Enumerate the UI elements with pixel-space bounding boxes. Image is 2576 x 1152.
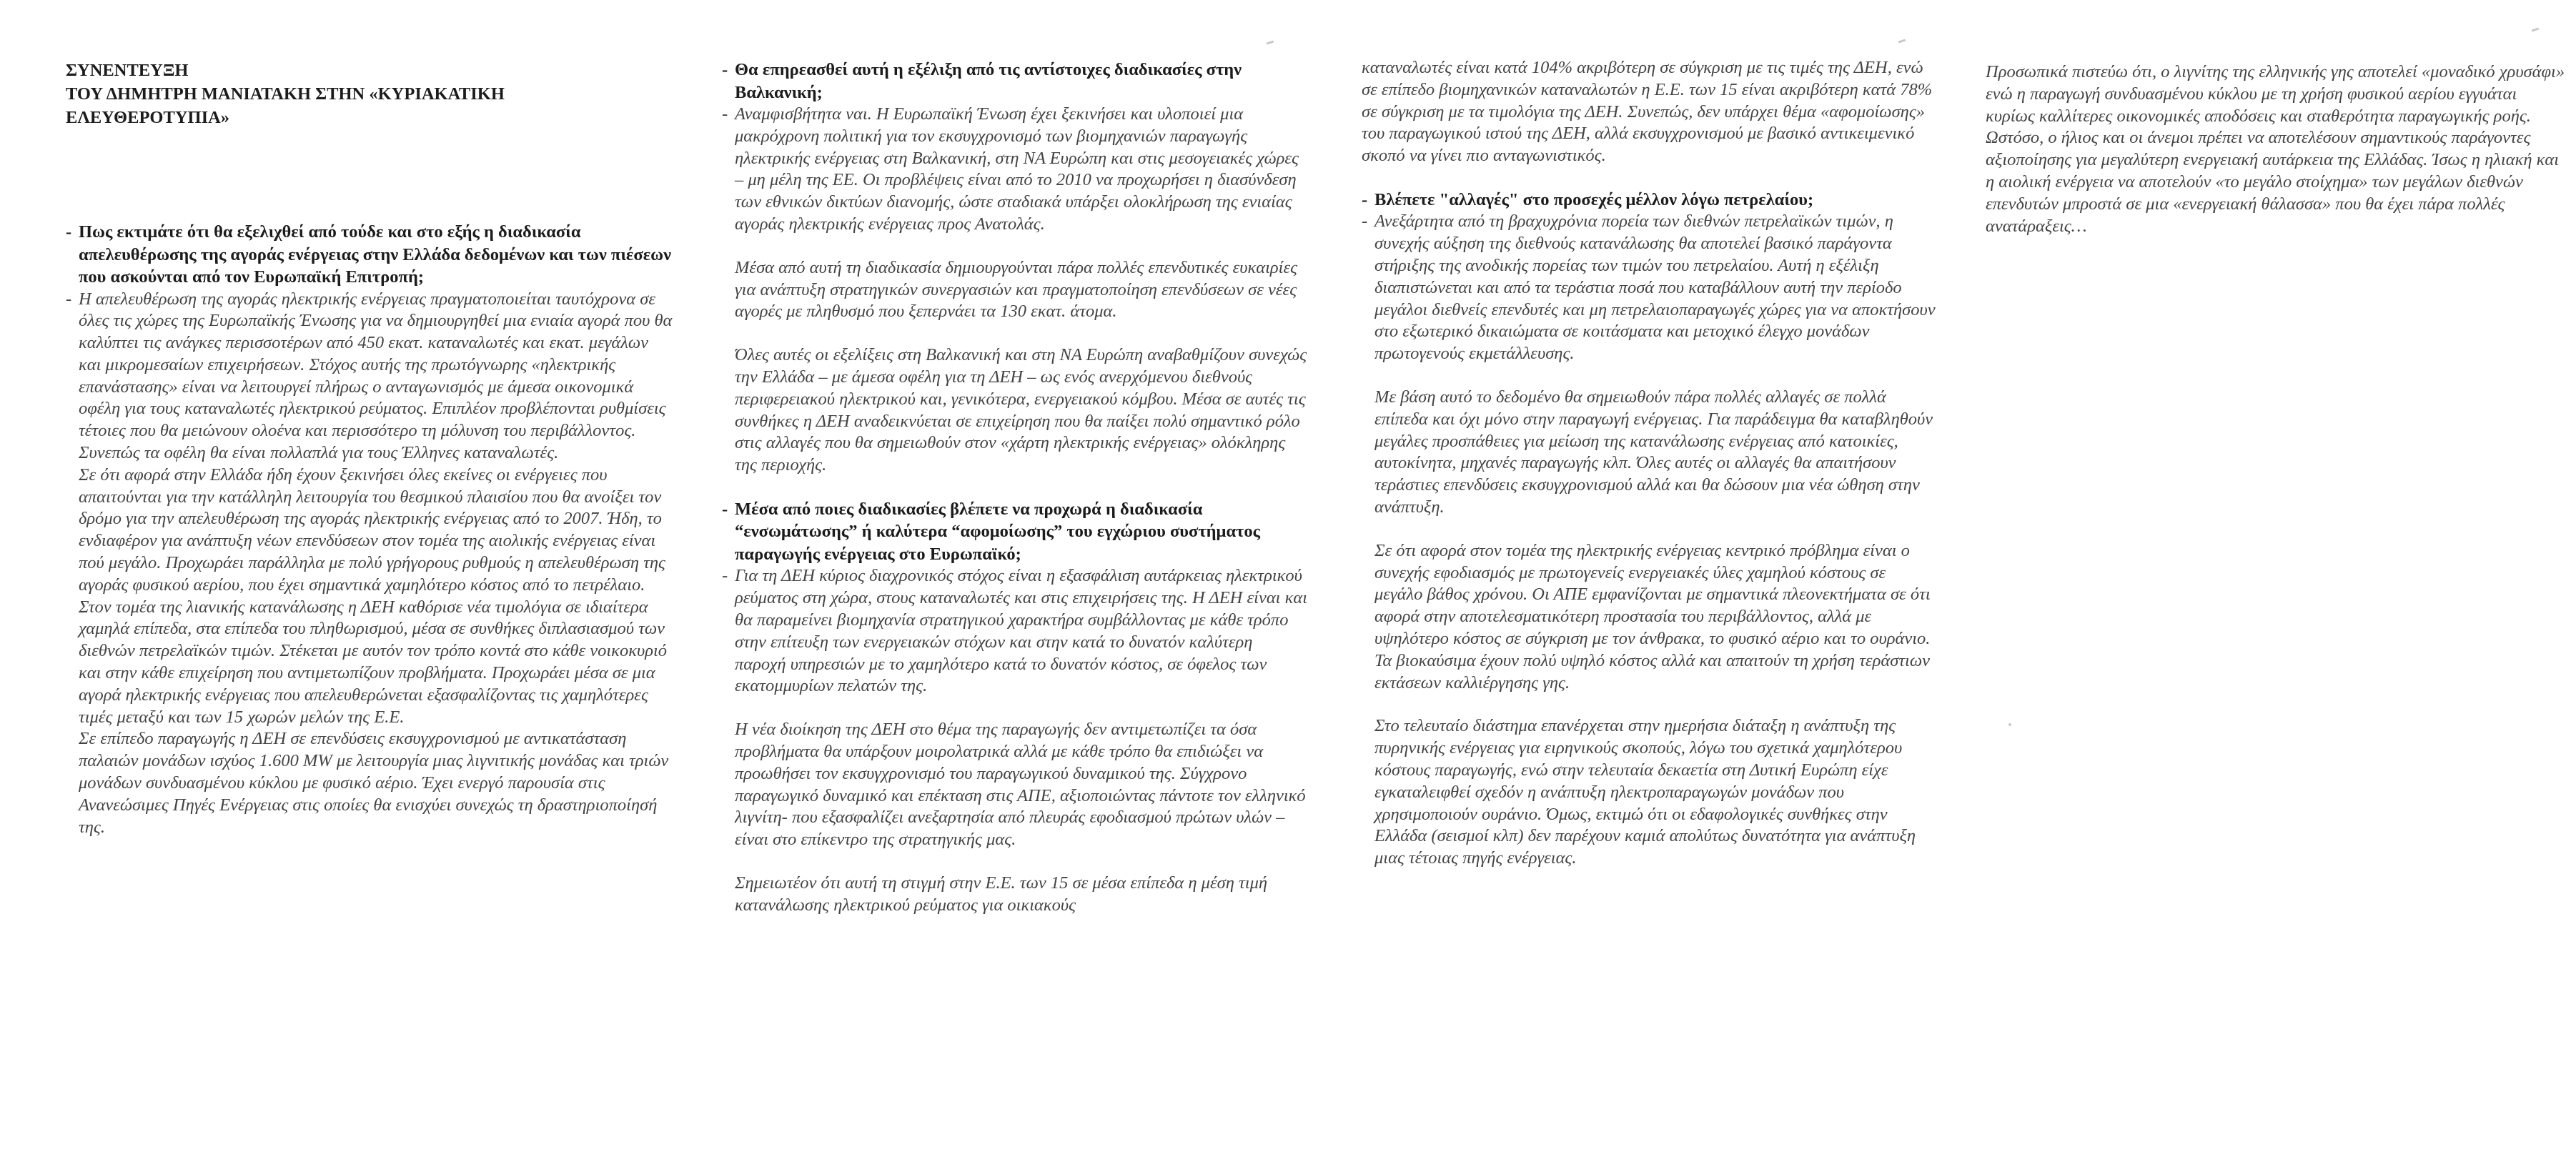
column-4 [1986, 61, 2566, 237]
scan-speck [1267, 41, 1274, 45]
answer-4-paragraph-2: Με βάση αυτό το δεδομένο θα σημειωθούν πάρα πολλές αλλαγές σε πολλά επίπεδα και όχι μόνο στην παραγωγή ενέργειας. Για παράδειγμα θα καταβληθούν μεγάλες προσπάθειες για μείωση της κατανάλωσης ενέργειας από κατοικίες, αυτοκίνητα, μηχανές παραγωγής κλπ. Όλες αυτές οι αλλαγές θα απαιτήσουν τεράστιες επενδύσεις εκσυγχρονισμού αλλά και θα δώσουν μια νέα ώθηση στην ανάπτυξη. [1374, 387, 1933, 517]
scan-speck [2008, 723, 2011, 726]
answer-4-paragraph-5: Προσωπικά πιστεύω ότι, ο λιγνίτης της ελληνικής γης αποτελεί «μοναδικό χρυσάφι» ενώ η παραγωγή συνδυασμένου κύκλου με τη χρήση φυσικού αερίου εγγυάται κυρίως καλλίτερες οικονομικές αποδόσεις και σταθερότητα παραγωγικής ροής. Ωστόσο, ο ήλιος και οι άνεμοι πρέπει να αποτελέσουν σημαντικούς παράγοντες αξιοποίησης για μεγαλύτερη ενεργειακή αυτάρκεια της Ελλάδας. Ίσως η ηλιακή και η αιολική ενέργεια να αποτελούν «το μεγάλο στοίχημα» των μεγάλων διεθνών επενδυτών μπροστά σε μια «ενεργειακή θάλασσα» που θα έχει πάρα πολλές ανατάραξεις… [1986, 62, 2565, 236]
answer-1-paragraph-3: Στον τομέα της λιανικής κατανάλωσης η ΔΕΗ καθόρισε νέα τιμολόγια σε ιδιαίτερα χαμηλά επίπεδα, στα επίπεδα του πληθωρισμού, μέσα σε συνθήκες διπλασιασμού των διεθνών πετρελαϊκών τιμών. Στέκεται με αυτόν τον τρόπο κοντά στο κάθε νοικοκυριό και στην κάθε επιχείρηση που αντιμετωπίζουν προβλήματα. Προχωράει μέσα σε μια αγορά ηλεκτρικής ενέργειας που απελευθερώνεται εξασφαλίζοντας τις χαμηλότερες τιμές μεταξύ και των 15 χωρών μελών της Ε.Ε. [79, 597, 668, 727]
column-1 [66, 59, 673, 838]
answer-2-paragraph-2: Μέσα από αυτή τη διαδικασία δημιουργούνται πάρα πολλές επενδυτικές ευκαιρίες για ανάπτυξη στρατηγικών συνεργασιών και πραγματοποίηση επενδύσεων σε νέες αγορές με πληθυσμό που ξεπερνάει τα 130 εκατ. άτομα. [735, 257, 1298, 322]
question-1: - Πως εκτιμάτε ότι θα εξελιχθεί από τούδε και στο εξής η διαδικασία απελευθέρωσης της αγοράς ενέργειας στην Ελλάδα δεδομένων και των πιέσεων που ασκούνται από τον Ευρωπαϊκή Επιτροπή; [66, 221, 673, 289]
answer-2-paragraph-3: Όλες αυτές οι εξελίξεις στη Βαλκανική και στη ΝΑ Ευρώπη αναβαθμίζουν συνεχώς την Ελλάδα – με άμεσα οφέλη για τη ΔΕΗ – ως ενός ανερχόμενου διεθνούς περιφερειακού ηλεκτρικού και, γενικότερα, ενεργειακού κόμβου. Μέσα σε αυτές τις συνθήκες η ΔΕΗ αναδεικνύεται σε επιχείρηση που θα παίξει πολύ σημαντικό ρόλο στις αλλαγές που θα σημειωθούν στον «χάρτη ηλεκτρικής ενέργειας» ολόκληρης της περιοχής. [735, 345, 1307, 475]
answer-1-paragraph-4: Σε επίπεδο παραγωγής η ΔΕΗ σε επενδύσεις εκσυγχρονισμού με αντικατάσταση παλαιών μονάδων ισχύος 1.600 MW με λειτουργία μιας λιγνιτικής μονάδας και τριών μονάδων συνδυασμένου κύκλου με φυσικό αέριο. Έχει ενεργό παρουσία στις Ανανεώσιμες Πηγές Ενέργειας στις οποίες θα ενισχύει συνεχώς τη δραστηριοποίησή της. [79, 729, 669, 837]
title-line-2: ΤΟΥ ΔΗΜΗΤΡΗ ΜΑΝΙΑΤΑΚΗ ΣΤΗΝ «ΚΥΡΙΑΚΑΤΙΚΗ [66, 84, 505, 104]
answer-3-paragraph-3-continued: καταναλωτές είναι κατά 104% ακριβότερη σε σύγκριση με τις τιμές της ΔΕΗ, ενώ σε επίπεδο βιομηχανικών καταναλωτών η Ε.Ε. των 15 είναι ακριβότερη κατά 78% σε σύγκριση με τα τιμολόγια της ΔΕΗ. Συνεπώς, δεν υπάρχει θέμα «αφομοίωσης» του παραγωγικού ιστού της ΔΕΗ, αλλά εκσυγχρονισμού με βασικό αντικειμενικό σκοπό να γίνει πιο ανταγωνιστικός. [1362, 58, 1933, 166]
scan-speck [1898, 39, 1906, 44]
title-line-1: ΣΥΝΕΝΤΕΥΞΗ [66, 61, 189, 80]
answer-2-paragraph-1: - Αναμφισβήτητα ναι. Η Ευρωπαϊκή Ένωση έχει ξεκινήσει και υλοποιεί μια μακρόχρονη πολιτική για τον εκσυγχρονισμό των βιομηχανιών παραγωγής ηλεκτρικής ενέργειας στη Βαλκανική, στη ΝΑ Ευρώπη και στις μεσογειακές χώρες – μη μέλη της ΕΕ. Οι προβλέψεις είναι από το 2010 να προχωρήσει η διασύνδεση των εθνικών δικτύων διανομής, ώστε σταδιακά υπάρξει ολοκλήρωση της ενιαίας αγοράς ηλεκτρικής ενέργειας προς Ανατολάς. [722, 104, 1308, 236]
answer-1-paragraph-2: Σε ότι αφορά στην Ελλάδα ήδη έχουν ξεκινήσει όλες εκείνες οι ενέργειες που απαιτούνται για την κατάλληλη λειτουργία του θεσμικού πλαισίου που θα ανοίξει τον δρόμο για την απελευθέρωση της αγοράς ηλεκτρικής ενέργειας από το 2007. Ήδη, το ενδιαφέρον για ανάπτυξη νέων επενδύσεων στον τομέα της αιολικής ενέργειας είναι πού μεγάλο. Προχωράει παράλληλα με πολύ γρήγορους ρυθμούς η απελευθέρωση της αγοράς φυσικού αερίου, που έχει σημαντικά χαμηλότερο κόστος από το πετρέλαιο. [79, 465, 666, 595]
interview-title [66, 59, 673, 129]
column-2 [722, 59, 1308, 917]
answer-3-paragraph-2: Η νέα διοίκηση της ΔΕΗ στο θέμα της παραγωγής δεν αντιμετωπίζει τα όσα προβλήματα θα υπάρξουν μοιρολατρικά αλλά με κάθε τρόπο θα επιδιώξει να προωθήσει τον εκσυγχρονισμό του παραγωγικού δυναμικού της. Σύγχρονο παραγωγικό δυναμικό και επέκταση στις ΑΠΕ, αξιοποιώντας πάντοτε τον ελληνικό λιγνίτη- που εξασφαλίζει ανεξαρτησία από πλευράς εφοδιασμού πρώτων υλών – είναι στο επίκεντρο της στρατηγικής μας. [735, 720, 1306, 850]
question-3: - Μέσα από ποιες διαδικασίες βλέπετε να προχωρά η διαδικασία “ενσωμάτωσης” ή καλύτερα “αφομοίωσης” του εγχώριου συστήματος παραγωγής ενέργειας στο Ευρωπαϊκό; [722, 498, 1308, 566]
answer-4-paragraph-4: Στο τελευταίο διάστημα επανέρχεται στην ημερήσια διάταξη η ανάπτυξη της πυρηνικής ενέργειας για ειρηνικούς σκοπούς, λόγω του σχετικά χαμηλότερου κόστους παραγωγής, ενώ στην τελευταία δεκαετία στη Δυτική Ευρώπη είχε εγκαταλειφθεί σχεδόν η ανάπτυξη ηλεκτροπαραγωγών μονάδων που χρησιμοποιούν ουράνιο. Όμως, εκτιμώ ότι οι εδαφολογικές συνθήκες στην Ελλάδα (σεισμοί κλπ) δεν παρέχουν καμιά απολύτως δυνατότητα για ανάπτυξη μιας τέτοιας πηγής ενέργειας. [1374, 716, 1916, 868]
question-2: - Θα επηρεασθεί αυτή η εξέλιξη από τις αντίστοιχες διαδικασίες στην Βαλκανική; [722, 59, 1308, 104]
question-4: - Βλέπετε "αλλαγές" στο προσεχές μέλλον λόγω πετρελαίου; [1362, 189, 1937, 212]
column-3 [1362, 57, 1937, 870]
scan-speck [2532, 28, 2539, 32]
answer-1-paragraph-1: - Η απελευθέρωση της αγοράς ηλεκτρικής ενέργειας πραγματοποιείται ταυτόχρονα σε όλες τις χώρες της Ευρωπαϊκής Ένωσης για να δημιουργηθεί μια ενιαία αγορά που θα καλύπτει τις ανάγκες περισσοτέρων από 450 εκατ. καταναλωτές και εκατ. μεγάλων και μικρομεσαίων επιχειρήσεων. Στόχος αυτής της πρωτόγνωρης «ηλεκτρικής επανάστασης» είναι να λειτουργεί πλήρως ο ανταγωνισμός με άμεσα οικονομικά οφέλη για τους καταναλωτές ηλεκτρικού ρεύματος. Επιπλέον προβλέπονται ρυθμίσεις τέτοιες που θα μειώνουν ολοένα και περισσότερο τη μόλυνση του περιβάλλοντος. Συνεπώς τα οφέλη θα είναι πολλαπλά για τους Έλληνες καταναλωτές. [66, 289, 673, 465]
title-line-3: ΕΛΕΥΘΕΡΟΤΥΠΙΑ» [66, 108, 230, 127]
answer-3-paragraph-1: - Για τη ΔΕΗ κύριος διαχρονικός στόχος είναι η εξασφάλιση αυτάρκειας ηλεκτρικού ρεύματος στη χώρα, στους καταναλωτές και στις επιχειρήσεις της. Η ΔΕΗ είναι και θα παραμείνει βιομηχανία στρατηγικού χαρακτήρα συμβάλλοντας με κάθε τρόπο στην επίτευξη των ενεργειακών στόχων και στην κατά το δυνατόν καλύτερη παροχή υπηρεσιών με το χαμηλότερο κατά το δυνατόν κόστος, σε όφελος των εκατομμυρίων πελατών της. [722, 565, 1308, 697]
answer-4-paragraph-1: - Ανεξάρτητα από τη βραχυχρόνια πορεία των διεθνών πετρελαϊκών τιμών, η συνεχής αύξηση της διεθνούς κατανάλωσης θα αποτελεί βασικό παράγοντα στήριξης της ανοδικής πορείας των τιμών του πετρελαίου. Αυτή η εξέλιξη διαπιστώνεται και από τα τεράστια ποσά που καταβάλλουν αυτή την περίοδο μεγάλοι διεθνείς επενδυτές και μη πετρελαιοπαραγωγές χώρες για να αποκτήσουν στο εξωτερικό δικαιώματα σε κοιτάσματα και μετοχικό έλεγχο μονάδων πρωτογενούς εκμετάλλευσης. [1362, 211, 1937, 365]
answer-4-paragraph-3: Σε ότι αφορά στον τομέα της ηλεκτρικής ενέργειας κεντρικό πρόβλημα είναι ο συνεχής εφοδιασμός με πρωτογενείς ενεργειακές ύλες χαμηλού κόστους σε μεγάλο βάθος χρόνου. Οι ΑΠΕ εμφανίζονται με σημαντικά πλεονεκτήματα σε ότι αφορά στην αποτελεσματικότερη προστασία του περιβάλλοντος, αλλά με υψηλότερο κόστος σε σύγκριση με τον άνθρακα, το φυσικό αέριο και το ουράνιο. Τα βιοκαύσιμα έχουν πολύ υψηλό κόστος αλλά και απαιτούν τη χρήση τεράστιων εκτάσεων καλλιέργησης γης. [1374, 540, 1931, 692]
answer-3-paragraph-3: Σημειωτέον ότι αυτή τη στιγμή στην Ε.Ε. των 15 σε μέσα επίπεδα η μέση τιμή κατανάλωσης ηλεκτρικού ρεύματος για οικιακούς [735, 873, 1268, 915]
